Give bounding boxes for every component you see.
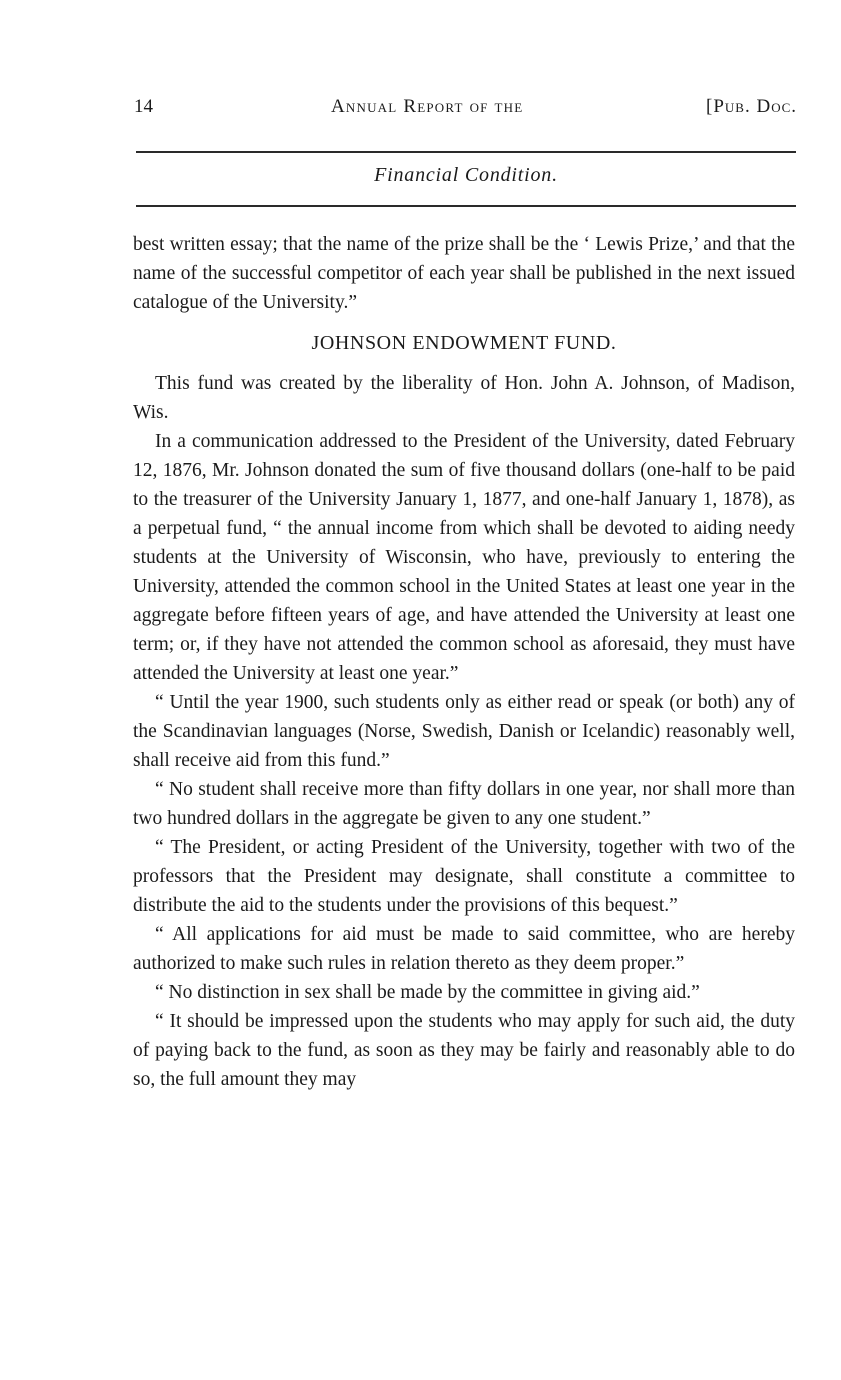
- page-number: 14: [134, 96, 153, 117]
- paragraph: “ No student shall receive more than fifty dollars in one year, nor shall more than two hundred dollars in the aggregate be given to any one student.”: [133, 779, 795, 829]
- header-rule-top: [136, 151, 796, 153]
- paragraph: “ No distinction in sex shall be made by the committee in giving aid.”: [155, 982, 700, 1003]
- running-header: [131, 96, 797, 124]
- running-title: Annual Report of the: [331, 96, 524, 117]
- header-rule-bottom: [136, 205, 796, 207]
- paragraph-continuation: best written essay; that the name of the prize shall be the ‘ Lewis Prize,’ and that the name of the successful competitor of each year shall be published in the next issued catalogue of the University.”: [133, 234, 795, 313]
- paragraph: “ The President, or acting President of the University, together with two of the professors that the President may designate, shall constitute a committee to distribute the aid to the students under the provisions of this bequest.”: [133, 837, 795, 916]
- paragraph: “ Until the year 1900, such students only as either read or speak (or both) any of the Scandinavian languages (Norse, Swedish, Danish or Icelandic) reasonably well, shall receive aid from this fund.”: [133, 692, 795, 771]
- section-heading: JOHNSON ENDOWMENT FUND.: [311, 332, 617, 354]
- document-reference: [Pub. Doc.: [706, 96, 797, 117]
- paragraph: This fund was created by the liberality of Hon. John A. Johnson, of Madison, Wis.: [133, 373, 795, 423]
- body-text: [133, 230, 795, 1094]
- paragraph: “ It should be impressed upon the students who may apply for such aid, the duty of paying back to the fund, as soon as they may be fairly and reasonably able to do so, the full amount they may: [133, 1011, 795, 1090]
- paragraph: “ All applications for aid must be made to said committee, who are hereby authorized to make such rules in relation thereto as they deem proper.”: [133, 924, 795, 974]
- paragraph: In a communication addressed to the President of the University, dated February 12, 1876, Mr. Johnson donated the sum of five thousand dollars (one-half to be paid to the treasurer of the University January 1, 1877, and one-half January 1, 1878), as a perpetual fund, “ the annual income from which shall be devoted to aiding needy students at the University of Wisconsin, who have, previously to entering the University, attended the common school in the United States at least one year in the aggregate before fifteen years of age, and have attended the University at least one term; or, if they have not attended the common school as aforesaid, they must have attended the University at least one year.”: [133, 431, 795, 684]
- section-caption: Financial Condition.: [374, 164, 558, 186]
